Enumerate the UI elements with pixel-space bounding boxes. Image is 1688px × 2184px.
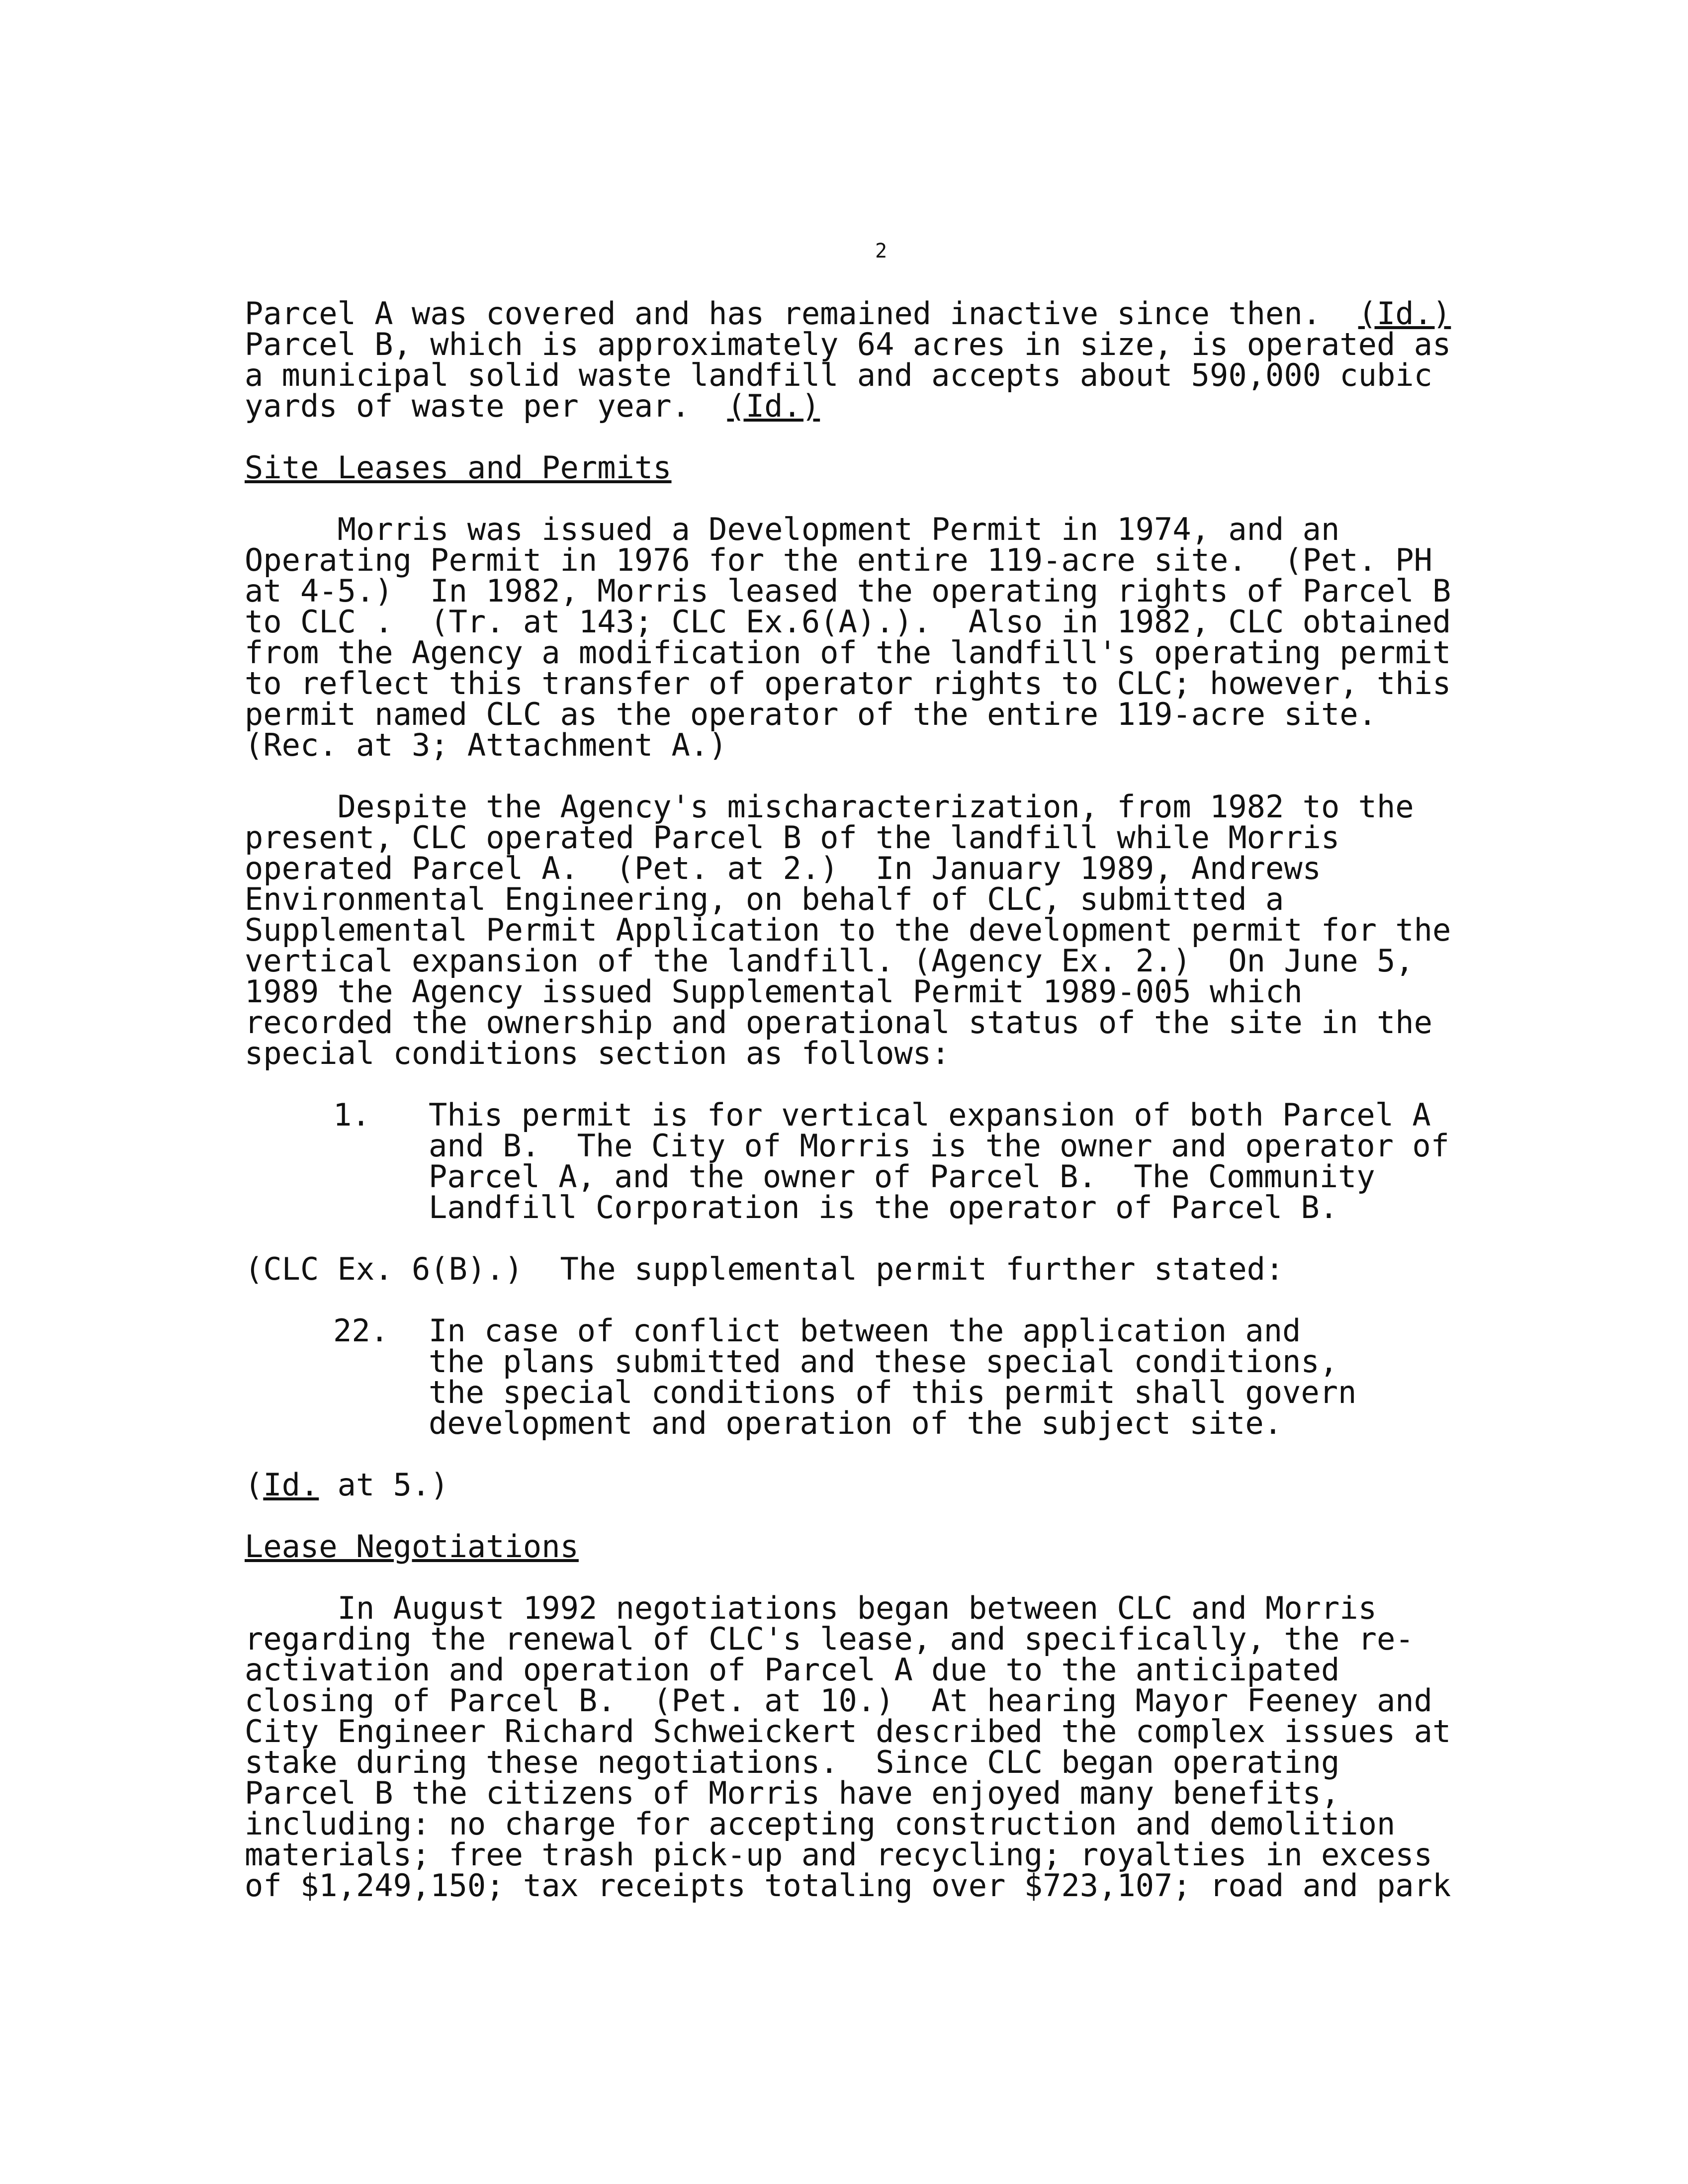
citation-rest: at 5.) bbox=[319, 1467, 449, 1503]
site-paragraph-2: Despite the Agency's mischaracterization, from 1982 to the present, CLC operated Parcel B of the landfill while Morris operated Parcel A. (Pet. at 2.) In January 1989, Andrews Environmental Engineering, on behalf of CLC, submitted a Supplemental Permit Application to the development permit for the vertical expansion of the landfill. (Agency Ex. 2.) On June 5, 1989 the Agency issued Supplemental Permit 1989-005 which recorded the ownership and operational status of the site in the special conditions section as follows: bbox=[245, 788, 1451, 1071]
after-condition-1: (CLC Ex. 6(B).) The supplemental permit further stated: bbox=[245, 1251, 1284, 1287]
intro-line2: Parcel B, which is approximately 64 acres in size, is operated as a municipal solid waste landfill and accepts about 590,000 cubic yards of waste per year. bbox=[245, 326, 1451, 424]
intro-citation-2: (Id.) bbox=[727, 388, 820, 424]
condition-number: 1. bbox=[333, 1097, 370, 1133]
citation-id-at-5: (Id. at 5.) bbox=[245, 1467, 449, 1503]
permit-condition-22 bbox=[245, 1312, 1478, 1441]
condition-number: 22. bbox=[333, 1312, 389, 1349]
intro-citation-1: (Id.) bbox=[1358, 295, 1451, 332]
intro-paragraph bbox=[245, 295, 1478, 424]
heading-lease-negotiations: Lease Negotiations bbox=[245, 1528, 579, 1565]
condition-text: This permit is for vertical expansion of both Parcel A and B. The City of Morris is the owner and operator of Parcel A, and the owner of Parcel B. The Community Landfill Corporation is the operator of Parcel B. bbox=[429, 1097, 1449, 1225]
site-paragraph-1: Morris was issued a Development Permit in 1974, and an Operating Permit in 1976 for the entire 119-acre site. (Pet. PH at 4-5.) In 1982, Morris leased the operating rights of Parcel B to CLC . (Tr. at 143; CLC Ex.6(A).). Also in 1982, CLC obtained from the Agency a modification of the landfill's operating permit to reflect this transfer of operator rights to CLC; however, this permit named CLC as the operator of the entire 119-acre site. (Rec. at 3; Attachment A.) bbox=[245, 511, 1451, 763]
lease-paragraph-1: In August 1992 negotiations began between CLC and Morris regarding the renewal of CLC's lease, and specifically, the re- activation and operation of Parcel A due to the anticipated closing of Parcel B. (Pet. at 10.) At hearing Mayor Feeney and City Engineer Richard Schweickert described the complex issues at stake during these negotiations. Since CLC began operating Parcel B the citizens of Morris have enjoyed many benefits, including: no charge for accepting construction and demolition materials; free trash pick-up and recycling; royalties in excess of $1,249,150; tax receipts totaling over $723,107; road and park bbox=[245, 1590, 1451, 1904]
condition-text: In case of conflict between the application and the plans submitted and these special conditions, the special conditions of this permit shall govern development and operation of the subject site. bbox=[429, 1312, 1357, 1441]
page-number: 2 bbox=[875, 240, 888, 262]
intro-line1: Parcel A was covered and has remained inactive since then. bbox=[245, 295, 1358, 332]
citation-id: Id. bbox=[263, 1467, 319, 1503]
document-body bbox=[245, 295, 1478, 1904]
permit-condition-1 bbox=[245, 1097, 1478, 1225]
heading-site-leases: Site Leases and Permits bbox=[245, 449, 672, 486]
